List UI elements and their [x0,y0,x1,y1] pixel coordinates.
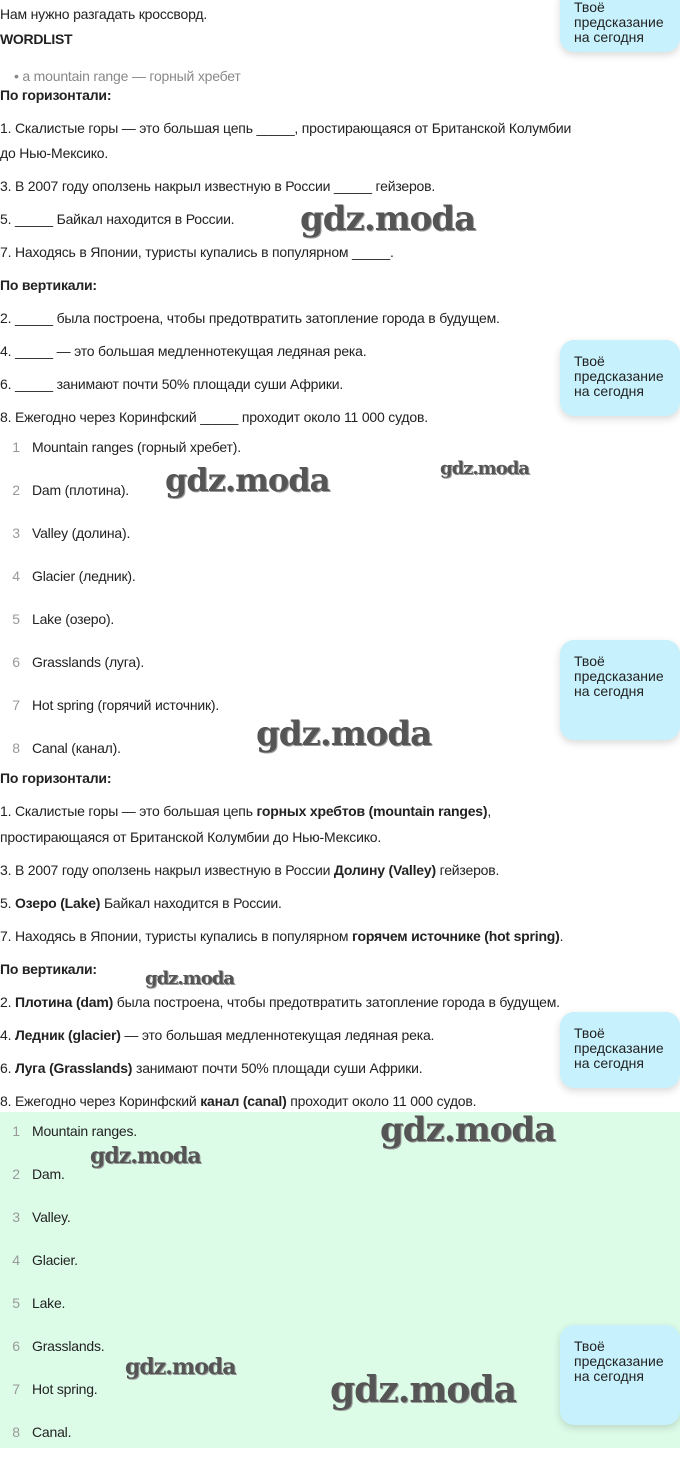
answer-word: горячем источнике (hot spring) [352,928,560,944]
answer-text: 8. Ежегодно через Коринфский [0,1093,201,1109]
list-item [0,1208,71,1226]
list-item [0,438,241,456]
list-item [0,524,130,542]
item-text: Dam. [32,1166,65,1182]
list-item [0,653,144,671]
question: 5. _____ Байкал находится в России. [0,211,235,227]
watermark: gdz.moda [145,968,234,989]
popup-text: предсказание [574,668,664,684]
answer-text: 1. Скалистые горы — это большая цепь [0,803,257,819]
popup-text: Твоё [574,1025,605,1041]
watermark: gdz.moda [90,1143,201,1169]
answer-text: простирающаяся от Британской Колумбии до Нью-Мексико. [0,829,382,845]
item-text: Lake. [32,1295,66,1311]
down-title: По вертикали: [0,961,97,977]
item-number: 4 [12,1252,20,1268]
prediction-popup[interactable] [560,1012,680,1088]
popup-text: на сегодня [574,1368,644,1384]
watermark: gdz.moda [256,714,432,754]
list-item [0,610,114,628]
item-text: Valley (долина). [32,525,131,541]
item-text: Canal. [32,1424,72,1440]
item-text: Mountain ranges. [32,1123,137,1139]
item-number: 8 [12,1424,20,1440]
question: 1. Скалистые горы — это большая цепь _____, простирающаяся от Британской Колумбии [0,120,572,136]
answer-text: 7. Находясь в Японии, туристы купались в популярном [0,928,353,944]
item-number: 2 [12,1166,20,1182]
popup-text: Твоё [574,653,605,669]
list-item [0,739,121,757]
list-item [0,1380,98,1398]
wordlist-title: WORDLIST [0,31,73,47]
answer-text: . [559,928,564,944]
popup-text: Твоё [574,0,605,15]
answer-line [0,1026,434,1044]
watermark: gdz.moda [380,1110,556,1150]
item-number: 7 [12,697,20,713]
item-number: 1 [12,1123,20,1139]
popup-text: Твоё [574,1338,605,1354]
item-text: Canal (канал). [32,740,121,756]
item-text: Glacier (ледник). [32,568,136,584]
watermark: gdz.moda [165,461,330,499]
answer-line [0,993,560,1011]
item-number: 3 [12,1209,20,1225]
answer-line [0,894,282,912]
item-number: 6 [12,654,20,670]
item-text: Grasslands (луга). [32,654,145,670]
watermark: gdz.moda [300,199,476,239]
answer-text: гейзеров. [435,862,500,878]
answer-text: 3. В 2007 году оползень накрыл известную в России [0,862,334,878]
answer-text: 6. [0,1060,15,1076]
list-item [0,1423,71,1441]
list-item [0,1294,65,1312]
prediction-popup[interactable] [560,0,680,52]
item-number: 1 [12,439,20,455]
answer-line [0,802,491,820]
popup-text: предсказание [574,1353,664,1369]
answer-text: Байкал находится в России. [100,895,282,911]
popup-text: на сегодня [574,383,644,399]
item-text: Valley. [32,1209,71,1225]
popup-text: Твоё [574,353,605,369]
watermark: gdz.moda [440,458,529,479]
prediction-popup[interactable] [560,640,680,740]
answer-word: Плотина (dam) [14,994,114,1010]
answer-word: Ледник (glacier) [14,1027,121,1043]
answer-text: была построена, чтобы предотвратить затопление города в будущем. [113,994,560,1010]
prediction-popup[interactable] [560,1325,680,1425]
list-item [0,481,129,499]
answer-text: проходит около 11 000 судов. [286,1093,477,1109]
item-text: Hot spring (горячий источник). [32,697,220,713]
item-number: 5 [12,1295,20,1311]
answer-word: канал (canal) [200,1093,287,1109]
item-number: 5 [12,611,20,627]
item-text: Dam (плотина). [32,482,129,498]
item-number: 3 [12,525,20,541]
across-title: По горизонтали: [0,87,112,103]
answer-word: Озеро (Lake) [14,895,101,911]
popup-text: предсказание [574,368,664,384]
down-title: По вертикали: [0,277,97,293]
item-number: 8 [12,740,20,756]
list-item [0,1337,105,1355]
prediction-popup[interactable] [560,340,680,416]
answer-text: 2. [0,994,15,1010]
answer-line [0,828,381,846]
question: 4. _____ — это большая медленнотекущая ледяная река. [0,343,367,359]
list-item [0,696,219,714]
item-number: 2 [12,482,20,498]
question: 7. Находясь в Японии, туристы купались в популярном _____. [0,244,394,260]
list-item [0,567,136,585]
watermark: gdz.moda [330,1369,516,1411]
list-item [0,1122,137,1140]
answer-line [0,927,563,945]
item-text: Glacier. [32,1252,78,1268]
intro-text: Нам нужно разгадать кроссворд. [0,6,208,22]
question: 6. _____ занимают почти 50% площади суши Африки. [0,376,344,392]
question: 8. Ежегодно через Коринфский _____ проходит около 11 000 судов. [0,409,428,425]
question: до Нью-Мексико. [0,145,109,161]
question: 3. В 2007 году оползень накрыл известную в России _____ гейзеров. [0,178,436,194]
answer-line [0,1092,476,1110]
answer-line [0,861,499,879]
across-title: По горизонтали: [0,770,112,786]
watermark: gdz.moda [125,1354,236,1380]
answer-text: , [487,803,492,819]
popup-text: на сегодня [574,683,644,699]
item-text: Lake (озеро). [32,611,115,627]
item-number: 7 [12,1381,20,1397]
item-number: 6 [12,1338,20,1354]
answer-text: — это большая медленнотекущая ледяная река. [120,1027,435,1043]
popup-text: предсказание [574,1040,664,1056]
answer-line [0,1059,423,1077]
item-number: 4 [12,568,20,584]
list-item [0,1165,65,1183]
popup-text: на сегодня [574,29,644,45]
answer-text: занимают почти 50% площади суши Африки. [132,1060,423,1076]
wordlist-item-text: a mountain range — горный хребет [22,68,241,84]
answer-word: горных хребтов (mountain ranges) [256,803,488,819]
list-item [0,1251,78,1269]
wordlist-item: • a mountain range — горный хребет [14,68,241,84]
popup-text: предсказание [574,14,664,30]
answer-text: 5. [0,895,15,911]
answer-word: Луга (Grasslands) [14,1060,133,1076]
item-text: Grasslands. [32,1338,105,1354]
item-text: Mountain ranges (горный хребет). [32,439,241,455]
popup-text: на сегодня [574,1055,644,1071]
question: 2. _____ была построена, чтобы предотвратить затопление города в будущем. [0,310,500,326]
answer-word: Долину (Valley) [333,862,436,878]
item-text: Hot spring. [32,1381,98,1397]
answer-text: 4. [0,1027,15,1043]
